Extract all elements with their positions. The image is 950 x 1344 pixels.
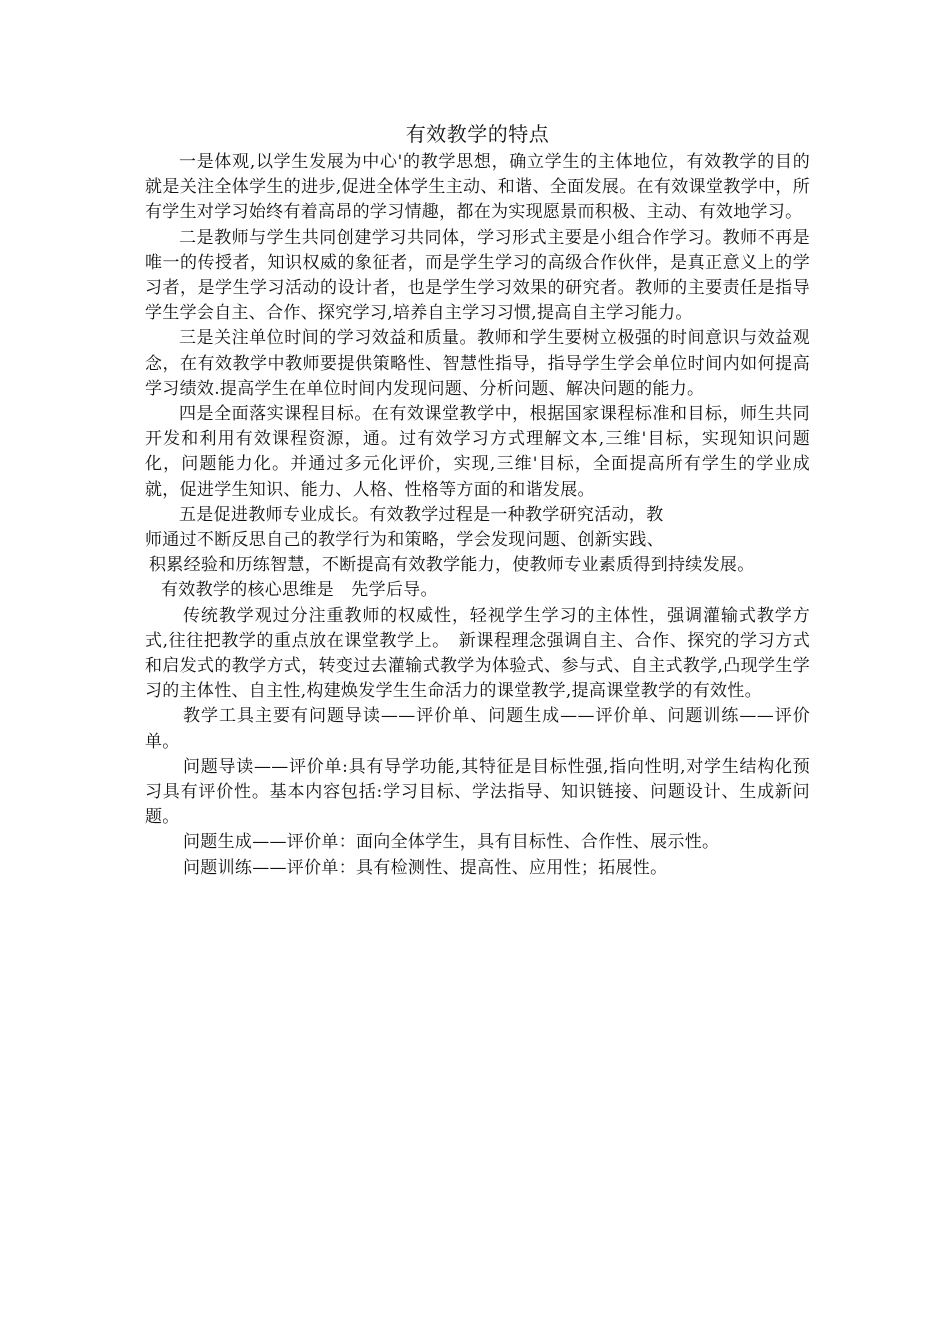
paragraph-3: 三是关注单位时间的学习效益和质量。教师和学生要树立极强的时间意识与效益观念，在有效教学中教师要提供策略性、智慧性指导，指导学生学会单位时间内如何提高学习绩效.提高学生在单位时间内发现问题、分析问题、解决问题的能力。 [145, 328, 810, 399]
paragraph-2: 二是教师与学生共同创建学习共同体，学习形式主要是小组合作学习。教师不再是唯一的传授者，知识权威的象征者，而是学生学习的高级合作伙伴，是真正意义上的学习者，是学生学习活动的设计者，也是学生学习效果的研究者。教师的主要责任是指导学生学会自主、合作、探究学习,培养自主学习习惯,提高自主学习能力。 [145, 227, 810, 324]
paragraph-5-line-3: 积累经验和历练智慧，不断提高有效教学能力，使教师专业素质得到持续发展。 [149, 555, 755, 576]
paragraph-5-line-1: 五是促进教师专业成长。有效教学过程是一种教学研究活动，教 [179, 504, 664, 525]
document-page [145, 118, 810, 881]
paragraph-5-line-2: 师通过不断反思自己的教学行为和策略，学会发现问题、创新实践、 [145, 530, 664, 551]
paragraph-5 [145, 503, 810, 579]
paragraph-generation: 问题生成——评价单：面向全体学生，具有目标性、合作性、展示性。 [183, 832, 720, 853]
paragraph-1: 一是体观,以学生发展为中心'的教学思想，确立学生的主体地位，有效教学的目的就是关注全体学生的进步,促进全体学生主动、和谐、全面发展。在有效课堂教学中，所有学生对学习始终有着高昂的学习情趣，都在为实现愿景而积极、主动、有效地学习。 [145, 152, 810, 223]
paragraph-tools: 教学工具主要有问题导读——评价单、问题生成——评价单、问题训练——评价单。 [145, 706, 810, 752]
paragraph-guided-reading: 问题导读——评价单:具有导学功能,其特征是目标性强,指向性明,对学生结构化预习具有评价性。基本内容包括:学习目标、学法指导、知识链接、问题设计、生成新问题。 [145, 756, 810, 828]
core-idea-line: 有效教学的核心思维是 先学后导。 [161, 580, 438, 601]
paragraph-4: 四是全面落实课程目标。在有效课堂教学中，根据国家课程标准和目标，师生共同开发和利用有效课程资源，通。过有效学习方式理解文本,三维'目标，实现知识问题化，问题能力化。并通过多元化评价，实现,三维'目标，全面提高所有学生的学业成就，促进学生知识、能力、人格、性格等方面的和谐发展。 [145, 404, 810, 500]
document-title: 有效教学的特点 [405, 122, 550, 146]
paragraph-training: 问题训练——评价单：具有检测性、提高性、应用性；拓展性。 [183, 857, 668, 878]
paragraph-traditional: 传统教学观过分注重教师的权威性，轻视学生学习的主体性，强调灌输式教学方式,往往把教学的重点放在课堂教学上。 新课程理念强调自主、合作、探究的学习方式和启发式的教学方式，转变过去灌输式教学为体验式、参与式、自主式教学,凸现学生学习的主体性、自主性,构建焕发学生生命活力的课堂教学,提高课堂教学的有效性。 [145, 605, 810, 702]
